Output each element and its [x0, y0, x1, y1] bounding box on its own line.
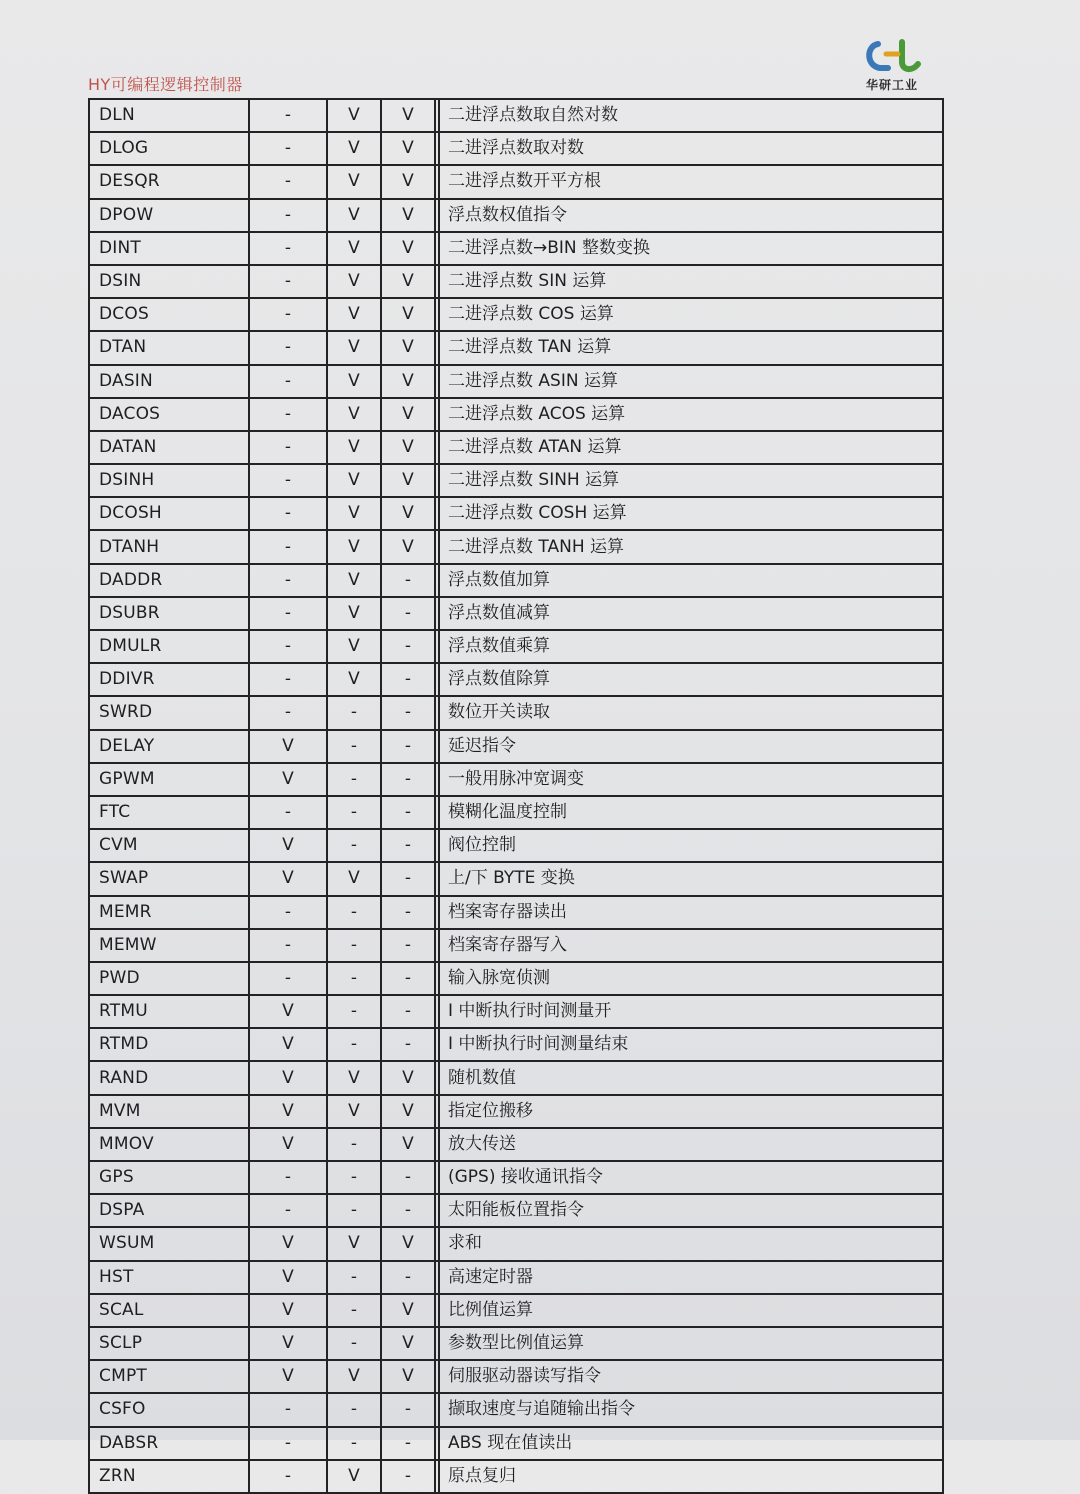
instruction-description: 数位开关读取	[439, 696, 943, 729]
table-row	[89, 630, 943, 663]
support-mark-b: -	[327, 995, 381, 1028]
instruction-name: RTMU	[89, 995, 249, 1028]
table-row	[89, 232, 943, 265]
instruction-description: 二进浮点数 ATAN 运算	[439, 431, 943, 464]
instruction-description: 二进浮点数 COSH 运算	[439, 497, 943, 530]
instruction-description: 二进浮点数取对数	[439, 132, 943, 165]
table-row	[89, 331, 943, 364]
support-mark-a: -	[249, 331, 327, 364]
instruction-name: DASIN	[89, 365, 249, 398]
instruction-name: DSPA	[89, 1194, 249, 1227]
table-row	[89, 431, 943, 464]
table-row	[89, 132, 943, 165]
support-mark-c: -	[381, 630, 435, 663]
support-mark-a: -	[249, 199, 327, 232]
document-header-title: HY可编程逻辑控制器	[88, 75, 243, 94]
support-mark-b: -	[327, 1427, 381, 1460]
instruction-description: 高速定时器	[439, 1261, 943, 1294]
table-row	[89, 1128, 943, 1161]
support-mark-c: -	[381, 995, 435, 1028]
support-mark-a: V	[249, 1360, 327, 1393]
support-mark-a: -	[249, 464, 327, 497]
instruction-description: 档案寄存器写入	[439, 929, 943, 962]
table-row	[89, 1393, 943, 1426]
table-row	[89, 1460, 943, 1493]
instruction-name: DSINH	[89, 464, 249, 497]
table-row	[89, 365, 943, 398]
support-mark-c: V	[381, 431, 435, 464]
table-row	[89, 1261, 943, 1294]
support-mark-c: -	[381, 929, 435, 962]
table-row	[89, 862, 943, 895]
support-mark-c: V	[381, 464, 435, 497]
table-row	[89, 265, 943, 298]
support-mark-b: V	[327, 99, 381, 132]
support-mark-c: -	[381, 962, 435, 995]
instruction-description: 二进浮点数 ACOS 运算	[439, 398, 943, 431]
support-mark-a: -	[249, 132, 327, 165]
instruction-name: SWRD	[89, 696, 249, 729]
instruction-name: RAND	[89, 1061, 249, 1094]
support-mark-c: -	[381, 862, 435, 895]
instruction-description: 输入脉宽侦测	[439, 962, 943, 995]
support-mark-a: -	[249, 1161, 327, 1194]
support-mark-b: V	[327, 464, 381, 497]
support-mark-a: -	[249, 497, 327, 530]
instruction-description: 太阳能板位置指令	[439, 1194, 943, 1227]
support-mark-c: -	[381, 696, 435, 729]
table-row	[89, 829, 943, 862]
support-mark-a: V	[249, 995, 327, 1028]
support-mark-b: V	[327, 265, 381, 298]
instruction-name: DMULR	[89, 630, 249, 663]
instruction-description: 浮点数值除算	[439, 663, 943, 696]
support-mark-c: V	[381, 497, 435, 530]
table-row	[89, 1095, 943, 1128]
support-mark-a: -	[249, 597, 327, 630]
support-mark-a: V	[249, 1327, 327, 1360]
support-mark-c: V	[381, 398, 435, 431]
support-mark-c: -	[381, 597, 435, 630]
support-mark-a: V	[249, 1061, 327, 1094]
support-mark-c: V	[381, 1294, 435, 1327]
table-row	[89, 1028, 943, 1061]
support-mark-a: -	[249, 365, 327, 398]
support-mark-b: V	[327, 564, 381, 597]
instruction-description: 二进浮点数→BIN 整数变换	[439, 232, 943, 265]
support-mark-a: V	[249, 1095, 327, 1128]
instruction-name: DLOG	[89, 132, 249, 165]
support-mark-a: -	[249, 398, 327, 431]
instruction-description: 放大传送	[439, 1128, 943, 1161]
support-mark-b: -	[327, 1028, 381, 1061]
support-mark-c: V	[381, 132, 435, 165]
support-mark-a: -	[249, 929, 327, 962]
support-mark-c: V	[381, 1227, 435, 1260]
support-mark-c: -	[381, 896, 435, 929]
support-mark-b: -	[327, 1393, 381, 1426]
support-mark-b: V	[327, 398, 381, 431]
support-mark-a: V	[249, 1128, 327, 1161]
support-mark-b: V	[327, 1061, 381, 1094]
support-mark-c: V	[381, 99, 435, 132]
instruction-description: 二进浮点数 TAN 运算	[439, 331, 943, 364]
support-mark-b: V	[327, 165, 381, 198]
support-mark-c: -	[381, 829, 435, 862]
support-mark-c: -	[381, 796, 435, 829]
table-row	[89, 1294, 943, 1327]
instruction-name: RTMD	[89, 1028, 249, 1061]
support-mark-a: V	[249, 730, 327, 763]
support-mark-a: -	[249, 1427, 327, 1460]
support-mark-a: V	[249, 1028, 327, 1061]
table-row	[89, 730, 943, 763]
support-mark-c: -	[381, 663, 435, 696]
instruction-description: 二进浮点数 SIN 运算	[439, 265, 943, 298]
instruction-name: DLN	[89, 99, 249, 132]
support-mark-b: V	[327, 232, 381, 265]
support-mark-c: V	[381, 1095, 435, 1128]
table-row	[89, 497, 943, 530]
instruction-name: CSFO	[89, 1393, 249, 1426]
support-mark-b: V	[327, 497, 381, 530]
support-mark-c: V	[381, 265, 435, 298]
support-mark-a: -	[249, 663, 327, 696]
instruction-description: I 中断执行时间测量结束	[439, 1028, 943, 1061]
support-mark-b: V	[327, 365, 381, 398]
table-row	[89, 1061, 943, 1094]
support-mark-a: -	[249, 298, 327, 331]
instruction-description: 撷取速度与追随输出指令	[439, 1393, 943, 1426]
support-mark-c: V	[381, 1360, 435, 1393]
support-mark-c: V	[381, 1327, 435, 1360]
instruction-name: SCAL	[89, 1294, 249, 1327]
support-mark-a: V	[249, 829, 327, 862]
instruction-table	[88, 98, 944, 1494]
instruction-description: 求和	[439, 1227, 943, 1260]
support-mark-a: -	[249, 265, 327, 298]
table-row	[89, 696, 943, 729]
support-mark-b: V	[327, 132, 381, 165]
support-mark-b: -	[327, 829, 381, 862]
instruction-name: PWD	[89, 962, 249, 995]
instruction-description: 一般用脉冲宽调变	[439, 763, 943, 796]
instruction-name: GPS	[89, 1161, 249, 1194]
instruction-name: MEMR	[89, 896, 249, 929]
instruction-name: DDIVR	[89, 663, 249, 696]
table-row	[89, 464, 943, 497]
support-mark-a: -	[249, 896, 327, 929]
table-row	[89, 298, 943, 331]
support-mark-b: -	[327, 730, 381, 763]
support-mark-b: -	[327, 1327, 381, 1360]
support-mark-b: V	[327, 431, 381, 464]
support-mark-c: -	[381, 763, 435, 796]
instruction-description: I 中断执行时间测量开	[439, 995, 943, 1028]
table-row	[89, 962, 943, 995]
instruction-name: DTAN	[89, 331, 249, 364]
support-mark-a: -	[249, 1194, 327, 1227]
instruction-name: DSIN	[89, 265, 249, 298]
support-mark-a: -	[249, 1393, 327, 1426]
support-mark-a: -	[249, 696, 327, 729]
support-mark-c: V	[381, 530, 435, 563]
support-mark-a: V	[249, 1227, 327, 1260]
support-mark-c: V	[381, 298, 435, 331]
support-mark-c: -	[381, 1261, 435, 1294]
instruction-description: 浮点数值乘算	[439, 630, 943, 663]
support-mark-a: -	[249, 796, 327, 829]
instruction-description: 浮点数值减算	[439, 597, 943, 630]
support-mark-b: -	[327, 1294, 381, 1327]
support-mark-b: -	[327, 696, 381, 729]
instruction-name: DESQR	[89, 165, 249, 198]
instruction-name: DABSR	[89, 1427, 249, 1460]
support-mark-b: V	[327, 199, 381, 232]
instruction-name: MMOV	[89, 1128, 249, 1161]
instruction-name: DINT	[89, 232, 249, 265]
support-mark-b: V	[327, 1360, 381, 1393]
instruction-name: HST	[89, 1261, 249, 1294]
support-mark-b: V	[327, 597, 381, 630]
table-row	[89, 995, 943, 1028]
support-mark-a: V	[249, 763, 327, 796]
support-mark-a: -	[249, 630, 327, 663]
table-row	[89, 896, 943, 929]
instruction-description: 随机数值	[439, 1061, 943, 1094]
support-mark-b: V	[327, 1227, 381, 1260]
instruction-description: 延迟指令	[439, 730, 943, 763]
support-mark-a: V	[249, 862, 327, 895]
instruction-description: (GPS) 接收通讯指令	[439, 1161, 943, 1194]
instruction-description: 二进浮点数 COS 运算	[439, 298, 943, 331]
instruction-description: 模糊化温度控制	[439, 796, 943, 829]
support-mark-b: V	[327, 1095, 381, 1128]
support-mark-a: -	[249, 564, 327, 597]
support-mark-a: -	[249, 232, 327, 265]
support-mark-b: V	[327, 862, 381, 895]
instruction-name: DPOW	[89, 199, 249, 232]
table-row	[89, 597, 943, 630]
support-mark-b: V	[327, 630, 381, 663]
instruction-name: CMPT	[89, 1360, 249, 1393]
logo-text: 华研工业	[866, 78, 919, 92]
table-row	[89, 663, 943, 696]
support-mark-b: -	[327, 1261, 381, 1294]
support-mark-c: V	[381, 232, 435, 265]
support-mark-b: -	[327, 1194, 381, 1227]
instruction-description: 二进浮点数 ASIN 运算	[439, 365, 943, 398]
instruction-description: 比例值运算	[439, 1294, 943, 1327]
support-mark-b: -	[327, 763, 381, 796]
instruction-name: DTANH	[89, 530, 249, 563]
instruction-name: FTC	[89, 796, 249, 829]
instruction-name: DCOS	[89, 298, 249, 331]
support-mark-c: -	[381, 1393, 435, 1426]
instruction-name: DELAY	[89, 730, 249, 763]
instruction-name: ZRN	[89, 1460, 249, 1493]
support-mark-b: V	[327, 331, 381, 364]
table-row	[89, 199, 943, 232]
instruction-description: 原点复归	[439, 1460, 943, 1493]
instruction-name: SWAP	[89, 862, 249, 895]
support-mark-b: -	[327, 1161, 381, 1194]
support-mark-a: V	[249, 1294, 327, 1327]
instruction-description: 二进浮点数 TANH 运算	[439, 530, 943, 563]
support-mark-c: V	[381, 1061, 435, 1094]
support-mark-b: V	[327, 663, 381, 696]
support-mark-a: -	[249, 962, 327, 995]
table-row	[89, 99, 943, 132]
support-mark-c: -	[381, 730, 435, 763]
instruction-name: MEMW	[89, 929, 249, 962]
instruction-description: 参数型比例值运算	[439, 1327, 943, 1360]
instruction-name: SCLP	[89, 1327, 249, 1360]
support-mark-c: -	[381, 1460, 435, 1493]
table-row	[89, 1194, 943, 1227]
instruction-name: CVM	[89, 829, 249, 862]
support-mark-b: -	[327, 796, 381, 829]
instruction-description: 阀位控制	[439, 829, 943, 862]
support-mark-c: V	[381, 199, 435, 232]
instruction-name: WSUM	[89, 1227, 249, 1260]
instruction-description: 指定位搬移	[439, 1095, 943, 1128]
table-row	[89, 530, 943, 563]
support-mark-c: V	[381, 1128, 435, 1161]
support-mark-c: -	[381, 1161, 435, 1194]
support-mark-b: -	[327, 1128, 381, 1161]
instruction-description: ABS 现在值读出	[439, 1427, 943, 1460]
support-mark-b: V	[327, 298, 381, 331]
table-row	[89, 165, 943, 198]
table-row	[89, 1161, 943, 1194]
support-mark-a: -	[249, 1460, 327, 1493]
table-row	[89, 398, 943, 431]
support-mark-c: -	[381, 564, 435, 597]
instruction-description: 二进浮点数开平方根	[439, 165, 943, 198]
table-row	[89, 929, 943, 962]
support-mark-b: -	[327, 962, 381, 995]
instruction-description: 档案寄存器读出	[439, 896, 943, 929]
support-mark-c: V	[381, 365, 435, 398]
instruction-name: DATAN	[89, 431, 249, 464]
support-mark-a: -	[249, 530, 327, 563]
table-row	[89, 1427, 943, 1460]
instruction-name: DACOS	[89, 398, 249, 431]
instruction-description: 伺服驱动器读写指令	[439, 1360, 943, 1393]
support-mark-a: -	[249, 431, 327, 464]
support-mark-c: -	[381, 1427, 435, 1460]
instruction-description: 浮点数值加算	[439, 564, 943, 597]
support-mark-c: V	[381, 165, 435, 198]
instruction-name: MVM	[89, 1095, 249, 1128]
instruction-description: 浮点数权值指令	[439, 199, 943, 232]
support-mark-b: V	[327, 1460, 381, 1493]
table-row	[89, 1360, 943, 1393]
instruction-description: 二进浮点数 SINH 运算	[439, 464, 943, 497]
instruction-name: DSUBR	[89, 597, 249, 630]
support-mark-c: -	[381, 1028, 435, 1061]
table-row	[89, 564, 943, 597]
instruction-name: DADDR	[89, 564, 249, 597]
table-row	[89, 1227, 943, 1260]
instruction-name: GPWM	[89, 763, 249, 796]
support-mark-a: -	[249, 99, 327, 132]
support-mark-c: V	[381, 331, 435, 364]
instruction-description: 上/下 BYTE 变换	[439, 862, 943, 895]
instruction-description: 二进浮点数取自然对数	[439, 99, 943, 132]
support-mark-b: -	[327, 929, 381, 962]
table-row	[89, 796, 943, 829]
support-mark-c: -	[381, 1194, 435, 1227]
table-row	[89, 1327, 943, 1360]
support-mark-a: V	[249, 1261, 327, 1294]
support-mark-a: -	[249, 165, 327, 198]
table-row	[89, 763, 943, 796]
support-mark-b: V	[327, 530, 381, 563]
instruction-name: DCOSH	[89, 497, 249, 530]
support-mark-b: -	[327, 896, 381, 929]
